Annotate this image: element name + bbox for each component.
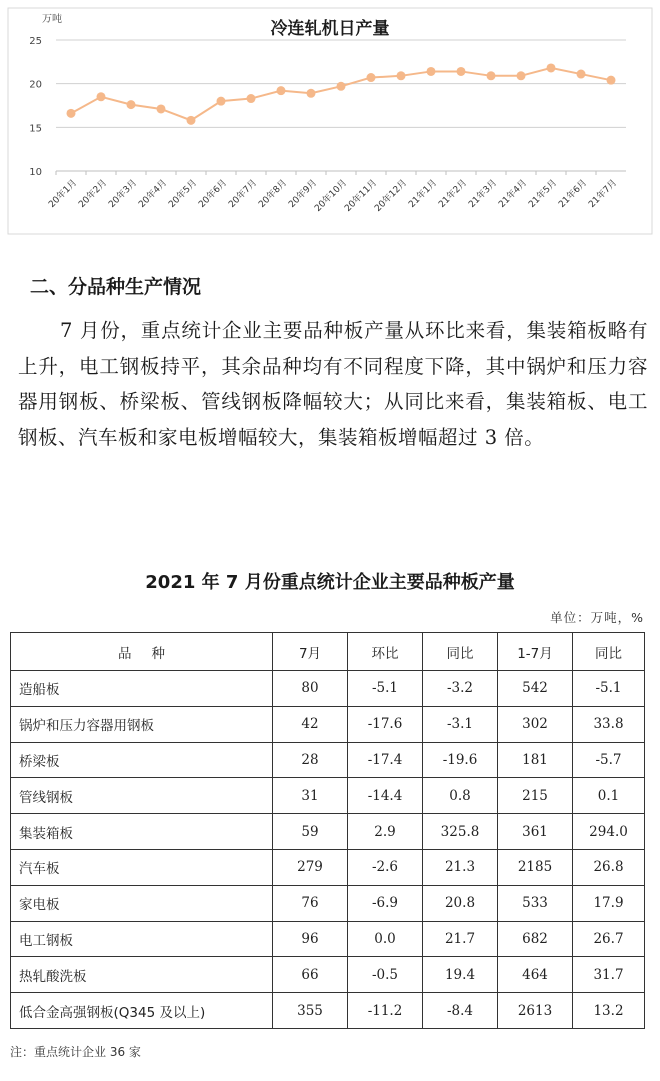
product-name-cell: 锅炉和压力容器用钢板 [11,706,273,742]
x-tick-label: 20年4月 [137,178,170,211]
table-row [11,742,645,778]
x-tick-label: 20年12月 [373,178,410,215]
product-name-cell: 热轧酸洗板 [11,957,273,993]
value-cell: 2185 [498,849,573,885]
value-cell: -5.7 [573,742,645,778]
value-cell: 215 [498,778,573,814]
product-name-cell: 家电板 [11,885,273,921]
x-tick-label: 21年7月 [587,178,620,211]
table-row [11,814,645,850]
table-row [11,706,645,742]
x-tick-label: 20年8月 [257,178,290,211]
value-cell: 59 [273,814,348,850]
value-cell: 0.8 [423,778,498,814]
value-cell: 13.2 [573,993,645,1029]
table-unit-note: 单位：万吨，% [550,610,644,625]
table-title: 2021 年 7 月份重点统计企业主要品种板产量 [145,572,515,593]
value-cell: 279 [273,849,348,885]
data-point [307,89,316,98]
value-cell: 31.7 [573,957,645,993]
value-cell: 31 [273,778,348,814]
value-cell: 17.9 [573,885,645,921]
header-cell: 同比 [423,633,498,671]
value-cell: -0.5 [348,957,423,993]
x-tick-label: 20年2月 [77,178,110,211]
header-cell: 7月 [273,633,348,671]
line-chart [0,0,660,240]
table-body [11,671,645,1029]
body-paragraph [18,313,648,455]
value-cell: 302 [498,706,573,742]
x-tick-label: 21年2月 [437,178,470,211]
value-cell: 2613 [498,993,573,1029]
product-name-cell: 管线钢板 [11,778,273,814]
data-point [607,76,616,85]
table-row [11,849,645,885]
x-tick-label: 20年6月 [197,178,230,211]
value-cell: 21.3 [423,849,498,885]
header-cell: 品种 [11,633,273,671]
chart-container [0,0,660,240]
value-cell: 26.8 [573,849,645,885]
value-cell: -17.6 [348,706,423,742]
value-cell: 26.7 [573,921,645,957]
series-line [71,68,611,120]
y-tick-label: 20 [29,79,42,91]
data-point [577,70,586,79]
value-cell: 42 [273,706,348,742]
x-tick-label: 20年7月 [227,178,260,211]
value-cell: 66 [273,957,348,993]
data-point [277,86,286,95]
value-cell: -19.6 [423,742,498,778]
table-row [11,778,645,814]
product-name-cell: 桥梁板 [11,742,273,778]
value-cell: -11.2 [348,993,423,1029]
data-point [217,97,226,106]
value-cell: 464 [498,957,573,993]
header-cell: 环比 [348,633,423,671]
value-cell: 542 [498,671,573,707]
value-cell: 0.1 [573,778,645,814]
x-tick-label: 20年3月 [107,178,140,211]
value-cell: -3.2 [423,671,498,707]
table-footnote: 注：重点统计企业 36 家 [10,1045,141,1059]
x-tick-label: 20年9月 [287,178,320,211]
value-cell: 355 [273,993,348,1029]
data-point [127,100,136,109]
value-cell: 19.4 [423,957,498,993]
data-point [67,109,76,118]
data-point [367,73,376,82]
table-row [11,885,645,921]
value-cell: 533 [498,885,573,921]
value-cell: -2.6 [348,849,423,885]
data-point [247,94,256,103]
data-point [427,67,436,76]
section-heading: 二、分品种生产情况 [30,276,202,298]
product-name-cell: 低合金高强钢板(Q345 及以上) [11,993,273,1029]
x-tick-label: 20年1月 [47,178,80,211]
value-cell: 21.7 [423,921,498,957]
data-point [487,71,496,80]
y-tick-label: 10 [29,167,42,178]
value-cell: -14.4 [348,778,423,814]
y-tick-label: 25 [29,36,42,47]
value-cell: 20.8 [423,885,498,921]
chart-title: 冷连轧机日产量 [270,19,390,39]
value-cell: -5.1 [573,671,645,707]
data-point [517,71,526,80]
value-cell: -5.1 [348,671,423,707]
value-cell: -8.4 [423,993,498,1029]
table-row [11,921,645,957]
product-name-cell: 造船板 [11,671,273,707]
x-tick-label: 21年6月 [557,178,590,211]
data-point [337,82,346,91]
table-row [11,993,645,1029]
series-layer [67,63,616,124]
x-tick-label: 20年5月 [167,178,200,211]
value-cell: -3.1 [423,706,498,742]
table-row [11,671,645,707]
value-cell: 28 [273,742,348,778]
y-tick-label: 15 [29,123,42,135]
x-tick-label: 21年1月 [407,178,440,211]
y-unit-label: 万吨 [42,14,62,25]
value-cell: 96 [273,921,348,957]
product-name-cell: 集装箱板 [11,814,273,850]
x-tick-label: 20年10月 [313,178,350,215]
data-point [97,92,106,101]
y-axis-ticks [29,36,42,178]
value-cell: 181 [498,742,573,778]
header-cell: 同比 [573,633,645,671]
header-cell: 1-7月 [498,633,573,671]
table-row [11,957,645,993]
value-cell: 80 [273,671,348,707]
product-name-cell: 汽车板 [11,849,273,885]
value-cell: 2.9 [348,814,423,850]
value-cell: -6.9 [348,885,423,921]
paragraph-text: 7 月份，重点统计企业主要品种板产量从环比来看，集装箱板略有上升，电工钢板持平，其余品种均有不同程度下降，其中锅炉和压力容器用钢板、桥梁板、管线钢板降幅较大；从同比来看，集装箱板、电工钢板、汽车板和家电板增幅较大，集装箱板增幅超过 3 倍。 [18,319,648,449]
value-cell: 0.0 [348,921,423,957]
x-tick-label: 21年4月 [497,178,530,211]
x-axis-ticks [46,171,619,214]
data-point [157,104,166,113]
value-cell: 33.8 [573,706,645,742]
data-point [547,63,556,72]
value-cell: 361 [498,814,573,850]
value-cell: 294.0 [573,814,645,850]
data-point [457,67,466,76]
value-cell: 325.8 [423,814,498,850]
x-tick-label: 20年11月 [343,178,380,215]
x-tick-label: 21年3月 [467,178,500,211]
x-tick-label: 21年5月 [527,178,560,211]
table-header-row [11,633,645,671]
product-name-cell: 电工钢板 [11,921,273,957]
data-point [187,116,196,125]
value-cell: -17.4 [348,742,423,778]
data-point [397,71,406,80]
value-cell: 76 [273,885,348,921]
production-table [10,632,645,1029]
value-cell: 682 [498,921,573,957]
